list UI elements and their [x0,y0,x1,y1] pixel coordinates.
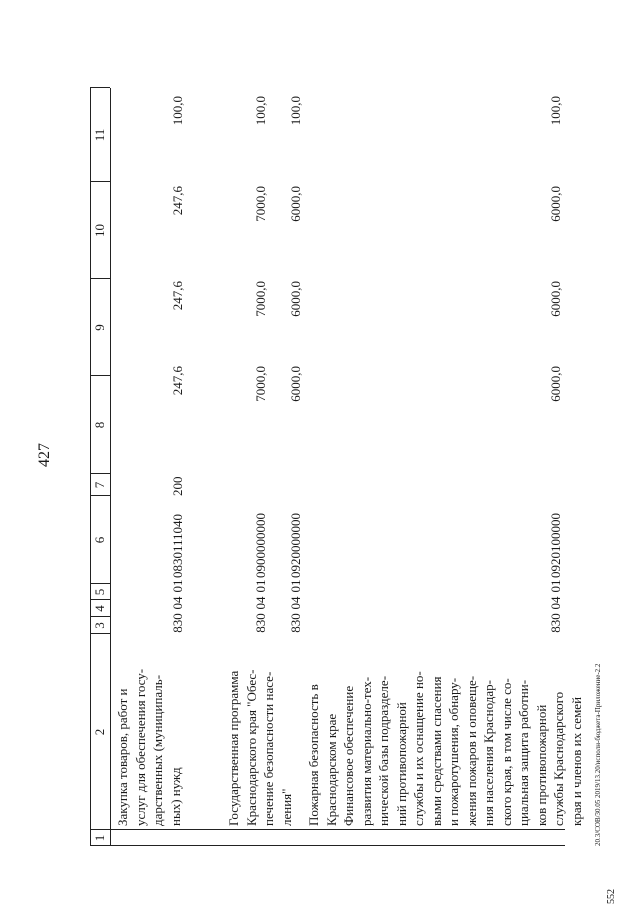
description-line: Пожарная безопасность в [306,684,321,826]
header-bottom-border [110,88,111,846]
cell-executed-amount: 7000,0 [253,186,268,222]
cell-percent-executed: 100,0 [288,96,303,126]
description-line: и пожаротушения, обнару- [446,677,461,826]
description-line: ления" [278,788,294,826]
header-col-3: 3 [92,622,107,629]
description-line: циальная защита работни- [516,679,531,826]
cell-executed-amount: 6000,0 [548,186,563,222]
cell-approved-amount: 6000,0 [288,366,303,402]
cell-ministry-code: 830 [253,613,268,633]
header-col-5: 5 [92,588,107,596]
cell-section-code: 04 [170,596,185,610]
cell-subsection-code: 01 [253,579,268,593]
cell-executed-amount: 247,6 [170,186,185,216]
description-line: службы и их оснащение но- [411,671,426,826]
row-description [305,630,340,826]
cell-plan-amount: 6000,0 [548,281,563,317]
budget-table [90,56,590,846]
description-line: Краснодарского края "Обес- [243,669,259,826]
cell-percent-executed: 100,0 [170,96,185,126]
description-line: печение безопасности насе- [261,671,276,826]
header-col-2: 2 [92,728,107,736]
description-line: выми средствами спасения [428,676,444,826]
corner-mark: 552 [606,889,617,904]
cell-section-code: 04 [548,596,563,610]
cell-ministry-code: 830 [548,613,563,633]
description-line: ных) нужд [167,767,183,826]
description-line: ского края, в том числе со- [498,678,514,826]
cell-approved-amount: 247,6 [170,366,185,396]
cell-approved-amount: 7000,0 [253,366,268,402]
cell-section-code: 04 [288,596,303,610]
row-description [225,630,295,826]
description-line: службы Краснодарского [551,691,566,826]
description-line: развития материально-тех- [358,676,374,826]
table-top-border [90,88,91,846]
cell-ministry-code: 830 [170,613,185,633]
description-line: дарственных (муниципаль- [150,674,165,826]
cell-expense-type: 200 [170,476,185,496]
cell-target-article: 0900000000 [253,513,268,578]
description-line: Финансовое обеспечение [341,685,356,826]
row-description [340,630,585,826]
row-description [114,630,184,826]
cell-target-article: 0920100000 [548,513,563,578]
header-col-1: 1 [92,834,107,842]
page-number: 427 [36,443,53,467]
cell-section-code: 04 [253,596,268,610]
cell-subsection-code: 01 [288,579,303,593]
description-line: ков противопожарной [533,704,549,826]
header-col-8: 8 [92,421,107,429]
header-col-11: 11 [92,128,107,142]
description-line: жения пожаров и оповеще- [463,675,479,826]
description-line: Государственная программа [226,670,241,826]
cell-plan-amount: 6000,0 [288,281,303,317]
description-line: ния населения Краснодар- [481,680,496,826]
cell-ministry-code: 830 [288,613,303,633]
description-line: края и членов их семей [568,696,584,826]
header-col-10: 10 [92,224,107,237]
cell-percent-executed: 100,0 [548,96,563,126]
description-line: Закупка товаров, работ и [115,688,130,826]
cell-subsection-code: 01 [170,579,185,593]
description-line: ний противопожарной [393,702,409,826]
header-col-7: 7 [92,481,107,489]
header-col-4: 4 [92,605,107,612]
cell-percent-executed: 100,0 [253,96,268,126]
description-line: Краснодарском крае [323,713,339,826]
description-line: нической базы подразделе- [376,675,391,826]
cell-executed-amount: 6000,0 [288,186,303,222]
cell-approved-amount: 6000,0 [548,366,563,402]
header-col-6: 6 [92,536,107,544]
table-left-border [90,845,565,846]
cell-subsection-code: 01 [548,579,563,593]
cell-target-article: 0920000000 [288,513,303,578]
cell-plan-amount: 247,6 [170,281,185,311]
document-code: 20.3/СОВ/30.05 2019/13.20/испoлн-бюджета-Приложение-2.2 [594,663,602,846]
cell-target-article: 0830111040 [170,513,185,578]
header-col-9: 9 [92,324,107,331]
cell-plan-amount: 7000,0 [253,281,268,317]
description-line: услуг для обеспечения госу- [132,668,148,826]
column-1-divider [90,829,565,830]
